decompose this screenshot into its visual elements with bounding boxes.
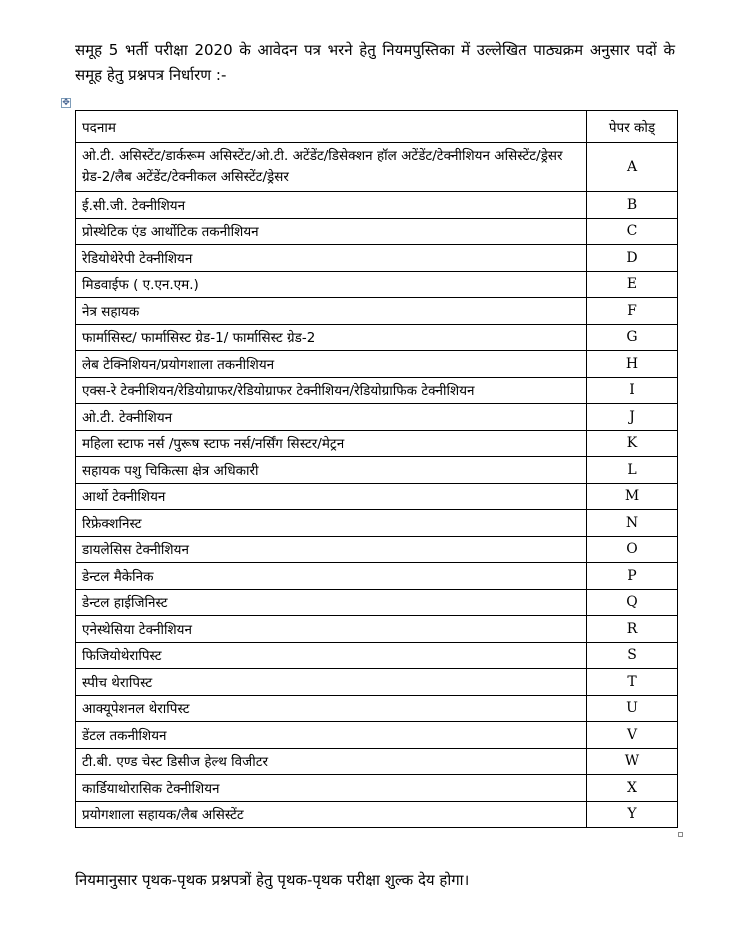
paper-code-cell: P — [587, 563, 678, 590]
post-name-cell: महिला स्टाफ नर्स /पुरूष स्टाफ नर्स/नर्सिंग सिस्टर/मेट्रन — [76, 430, 587, 457]
post-name-cell: डेन्टल हाईजिनिस्ट — [76, 589, 587, 616]
paper-code-cell: L — [587, 457, 678, 484]
post-name-cell: फिजियोथेरापिस्ट — [76, 642, 587, 669]
table-header-row — [76, 111, 678, 143]
paper-code-cell: J — [587, 404, 678, 431]
post-name-cell: ओ.टी. असिस्टेंट/डार्करूम असिस्टेंट/ओ.टी. अटेंडेंट/डिसेक्शन हॉल अटेंडेंट/टेक्नीशियन असिस्टेंट/ड्रेसर ग्रेड-2/लैब अटेंडेंट/टेक्नीकल असिस्टेंट/ड्रेसर — [76, 143, 587, 192]
paper-code-cell: F — [587, 298, 678, 325]
table-row — [76, 245, 678, 272]
paper-code-cell: M — [587, 483, 678, 510]
paper-code-cell: C — [587, 218, 678, 245]
post-name-cell: कार्डियाथोरासिक टेक्नीशियन — [76, 775, 587, 802]
table-row — [76, 801, 678, 828]
post-name-cell: लेब टेक्निशियन/प्रयोगशाला तकनीशियन — [76, 351, 587, 378]
paper-code-cell: W — [587, 748, 678, 775]
table-row — [76, 642, 678, 669]
table-row — [76, 775, 678, 802]
table-resize-handle[interactable] — [678, 832, 683, 837]
table-row — [76, 536, 678, 563]
table-row — [76, 695, 678, 722]
table-row — [76, 271, 678, 298]
table-move-handle-icon[interactable]: ✥ — [62, 98, 70, 108]
paper-code-cell: B — [587, 192, 678, 219]
table-row — [76, 324, 678, 351]
paper-code-table — [75, 110, 678, 828]
paper-code-cell: G — [587, 324, 678, 351]
post-name-cell: ओ.टी. टेक्नीशियन — [76, 404, 587, 431]
post-name-cell: डायलेसिस टेक्नीशियन — [76, 536, 587, 563]
paper-code-cell: V — [587, 722, 678, 749]
post-name-cell: एक्स-रे टेक्नीशियन/रेडियोग्राफर/रेडियोग्राफर टेक्नीशियन/रेडियोग्राफिक टेक्नीशियन — [76, 377, 587, 404]
table-row — [76, 748, 678, 775]
paper-code-cell: D — [587, 245, 678, 272]
post-name-cell: फार्मासिस्ट/ फार्मासिस्ट ग्रेड-1/ फार्मासिस्ट ग्रेड-2 — [76, 324, 587, 351]
table-row — [76, 298, 678, 325]
post-name-cell: आर्थो टेक्नीशियन — [76, 483, 587, 510]
table-body — [76, 143, 678, 828]
table-row — [76, 589, 678, 616]
paper-code-cell: U — [587, 695, 678, 722]
post-name-cell: आक्यूपेशनल थेरापिस्ट — [76, 695, 587, 722]
table-row — [76, 404, 678, 431]
table-row — [76, 192, 678, 219]
table-row — [76, 430, 678, 457]
table-row — [76, 510, 678, 537]
paper-code-cell: O — [587, 536, 678, 563]
paper-code-cell: I — [587, 377, 678, 404]
table-row — [76, 669, 678, 696]
table-row — [76, 457, 678, 484]
paper-code-cell: Y — [587, 801, 678, 828]
table-row — [76, 563, 678, 590]
post-name-cell: डेंटल तकनीशियन — [76, 722, 587, 749]
header-paper-code: पेपर कोड् — [587, 111, 678, 143]
table-row — [76, 351, 678, 378]
table-row — [76, 483, 678, 510]
post-name-cell: स्पीच थेरापिस्ट — [76, 669, 587, 696]
table-row — [76, 143, 678, 192]
post-name-cell: सहायक पशु चिकित्सा क्षेत्र अधिकारी — [76, 457, 587, 484]
post-name-cell: रेडियोथेरेपी टेक्नीशियन — [76, 245, 587, 272]
paper-code-cell: E — [587, 271, 678, 298]
paper-code-cell: H — [587, 351, 678, 378]
paper-code-cell: Q — [587, 589, 678, 616]
paper-code-cell: R — [587, 616, 678, 643]
paper-code-cell: N — [587, 510, 678, 537]
post-name-cell: प्रोस्थेटिक एंड आर्थोटिक तकनीशियन — [76, 218, 587, 245]
paper-code-cell: S — [587, 642, 678, 669]
paper-code-cell: X — [587, 775, 678, 802]
post-name-cell: मिडवाईफ ( ए.एन.एम.) — [76, 271, 587, 298]
paper-code-cell: K — [587, 430, 678, 457]
table-row — [76, 218, 678, 245]
header-post: पदनाम — [76, 111, 587, 143]
table-row — [76, 616, 678, 643]
table-row — [76, 722, 678, 749]
post-name-cell: रिफ्रेक्शनिस्ट — [76, 510, 587, 537]
post-name-cell: नेत्र सहायक — [76, 298, 587, 325]
paper-code-cell: T — [587, 669, 678, 696]
intro-paragraph: समूह 5 भर्ती परीक्षा 2020 के आवेदन पत्र भरने हेतु नियमपुस्तिका में उल्लेखित पाठ्यक्रम अनुसार पदों के समूह हेतु प्रश्नपत्र निर्धारण :- — [75, 41, 675, 84]
post-name-cell: डेन्टल मैकेनिक — [76, 563, 587, 590]
post-name-cell: एनेस्थेसिया टेक्नीशियन — [76, 616, 587, 643]
table-row — [76, 377, 678, 404]
post-name-cell: ई.सी.जी. टेक्नीशियन — [76, 192, 587, 219]
post-name-cell: टी.बी. एण्ड चेस्ट डिसीज हेल्थ विजीटर — [76, 748, 587, 775]
footer-note: नियमानुसार पृथक-पृथक प्रश्नपत्रों हेतु पृथक-पृथक परीक्षा शुल्क देय होगा। — [75, 871, 470, 889]
paper-code-cell: A — [587, 143, 678, 192]
post-name-cell: प्रयोगशाला सहायक/लैब असिस्टेंट — [76, 801, 587, 828]
